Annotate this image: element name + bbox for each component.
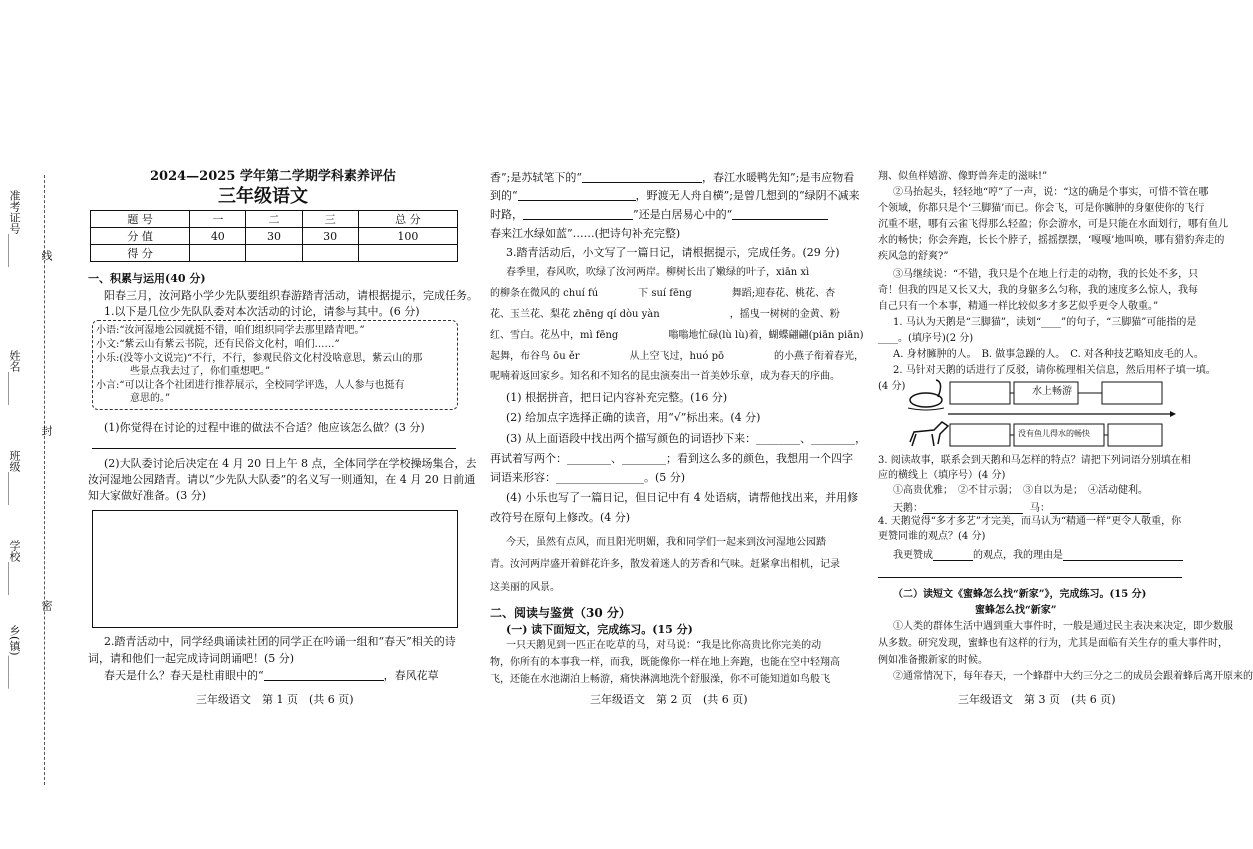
story-line: 水的畅快；你会奔跑，长长个脖子，摇摇摆摆，‘嘎嘎’地叫唤，哪有猎豹奔走的	[878, 235, 1225, 246]
story-line: 疾风急的舒爽?”	[878, 251, 949, 262]
page-footer: 三年级语文 第 3 页 (共 6 页)	[958, 693, 1116, 706]
blank[interactable]	[518, 190, 636, 201]
reading-2-line: 从多数。研究发现，蜜蜂也有这样的行为，尤其是面临有关生存的重大事件时，	[878, 638, 1228, 649]
question-p3-1-options: A. 身材臃肿的人。 B. 做事急躁的人。 C. 对各种技艺略知皮毛的人。	[893, 349, 1204, 360]
binding-line	[44, 175, 45, 785]
dialog-line: 些景点我去过了，你们重想吧。”	[130, 366, 271, 377]
story-line: 翔、似鱼样嬉游、像野兽奔走的滋味!”	[878, 171, 1048, 182]
reading-2-line: ②通常情况下，每年春天，一个蜂群中大约三分之二的成员会跟着蜂后离开原来的	[893, 671, 1253, 682]
poem-line: 春来江水绿如蓝”……(把诗句补充完整)	[490, 227, 681, 240]
poem-line: 时路， ”还是白居易心中的“	[490, 209, 828, 220]
exam-subject: 三年级语文	[218, 186, 308, 207]
story-line: ③马继续说：“不错，我只是个在地上行走的动物，我的长处不多，只	[893, 269, 1199, 280]
question-1-2: 汝河湿地公园踏青。请以“少先队大队委”的名义写一则通知，在 4 月 20 日前通	[88, 473, 476, 486]
question-p3-3: 3. 阅读故事，联系会到天鹅和马怎样的特点？请把下列词语分别填在相	[878, 455, 1191, 466]
poem-line: 香”;是苏轼笔下的“ ，春江水暖鸭先知”;是韦应物看	[490, 171, 855, 184]
story-line: 奇！但我的四足又长又大，我的身躯多么匀称，我的速度多么惊人，我每	[878, 285, 1198, 296]
question-p3-3b: 应的横线上（填序号）(4 分)	[878, 470, 1006, 481]
score-cell-total[interactable]	[358, 245, 457, 262]
task-line: 词语来形容：________________。(5 分)	[490, 471, 686, 484]
task-line: (3) 从上面语段中找出两个描写颜色的词语抄下来：________、________，	[506, 432, 867, 445]
horse-answer: 马：	[1030, 503, 1150, 514]
question-2: 词，请和他们一起完成诗词朗诵吧！(5 分)	[88, 652, 295, 665]
reading-1-line: 飞，还能在水池湖泊上畅游，痛快淋漓地洗个舒服澡，你不可能知道如鸟般飞	[490, 674, 830, 685]
poem-line: 春天是什么？春天是杜甫眼中的“ ，春风花草	[104, 669, 439, 682]
answer-line[interactable]	[878, 577, 1182, 578]
story-line: 个领域，你都只是个‘三脚猫’而已。你会飞，可是你臃肿的身躯使你的飞行	[878, 203, 1205, 214]
question-p3-2: 2. 马针对天鹅的话进行了反驳，请你梳理相关信息，然后用杯子填一填。	[893, 365, 1216, 376]
diary-line: 红、雪白。花丛中，mì fēng 嗡嗡地忙碌(lù lù)着，蝴蝶翩翩(piān piān)	[490, 330, 864, 341]
flow-box-blank[interactable]	[950, 382, 1010, 404]
page-footer: 三年级语文 第 2 页 (共 6 页)	[590, 693, 748, 706]
reading-2-title: （二）读短文《蜜蜂怎么找“新家”》，完成练习。(15 分)	[893, 589, 1147, 600]
arrow-icon	[1170, 411, 1176, 417]
task-line: (4) 小乐也写了一篇日记，但日记中有 4 处语病，请帮他找出来，并用修	[506, 491, 859, 504]
score-row-header: 题 号 一 二 三 总 分	[91, 211, 458, 228]
diary-line: 呢喃着返回家乡。知名和不知名的昆虫演奏出一首美妙乐章，成为春天的序曲。	[490, 371, 840, 382]
page-footer: 三年级语文 第 1 页 (共 6 页)	[196, 693, 354, 706]
field-exam-no: 准考证号______	[8, 190, 21, 267]
question-1-2: (2)大队委讨论后决定在 4 月 20 日上午 8 点，全体同学在学校操场集合，去	[104, 457, 477, 470]
score-cell-2[interactable]	[246, 245, 302, 262]
field-name: 姓名______	[8, 350, 21, 405]
score-cell-1[interactable]	[190, 245, 246, 262]
dialog-line: 小语:“汝河湿地公园就挺不错，咱们组织同学去那里踏青吧。”	[96, 325, 365, 336]
story-line: 自己只有一个本事，精通一样比较似多才多艺似乎更令人敬重。”	[878, 301, 1159, 312]
blank[interactable]	[933, 550, 973, 561]
blank[interactable]	[923, 503, 1023, 514]
reading-1-line: 物，你所有的本事我一样，而我，既能像你一样在地上奔跑，也能在空中轻翔高	[490, 657, 840, 668]
question-p3-2b: (4 分)	[878, 381, 906, 392]
question-p3-1: 1. 马认为天鹅是“三脚猫”，读划“____”的句子，“三脚猫”可能指的是	[893, 317, 1197, 328]
blank[interactable]	[1050, 503, 1150, 514]
score-table	[90, 210, 458, 262]
diary-line: 春季里，春风吹，吹绿了汝河两岸。柳树长出了嫩绿的叶子，xiān xì	[506, 267, 810, 278]
diary-line: 花、玉兰花、梨花 zhēng qí dòu yàn ，摇曳一树树的金黄、粉	[490, 309, 840, 320]
task-line: (2) 给加点字选择正确的读音，用“√”标出来。(4 分)	[506, 411, 761, 424]
diary2-line: 这美丽的风景。	[490, 582, 560, 593]
reading-2-line: 例如准备搬新家的时候。	[878, 655, 988, 666]
blank[interactable]	[582, 172, 702, 183]
field-township: 乡(镇)______	[8, 625, 21, 689]
question-3: 3.踏青活动后，小文写了一篇日记，请根据提示，完成任务。(29 分)	[506, 246, 840, 259]
exam-title: 2024—2025 学年第二学期学科素养评估	[150, 169, 396, 184]
question-p3-1b: ____。(填序号)(2 分)	[878, 333, 974, 344]
diary-line: 的柳条在微风的 chuí fú 下 suí fēng 舞蹈;迎春花、桃花、杏	[490, 288, 836, 299]
flow-label-fish: 没有鱼儿得水的畅快	[1018, 429, 1090, 438]
horse-icon	[910, 422, 948, 446]
story-line: ②马抬起头，轻轻地“哼”了一声，说：“这的确是个事实，可惜不管在哪	[893, 187, 1209, 198]
answer-line[interactable]	[92, 448, 456, 449]
score-row-got: 得 分	[91, 245, 458, 262]
reading-1-line: 一只天鹅见到一匹正在吃草的马，对马说：“我是比你高贵比你完美的动	[506, 640, 822, 651]
poem-line: 到的“ ，野渡无人舟自横”;是曾几想到的“绿阴不减来	[490, 189, 860, 202]
section-2-heading: 二、阅读与鉴赏（30 分）	[490, 606, 631, 620]
seal-feng: 封	[40, 425, 53, 436]
section-1-heading: 一、积累与运用(40 分)	[88, 272, 206, 285]
flow-label-swimming: 水上畅游	[1032, 386, 1072, 397]
diary-line: 起舞，布谷鸟 ōu ěr 从上空飞过，huó pō 的小燕子衔着春光，	[490, 351, 865, 362]
reading-1-title: (一) 读下面短文，完成练习。(15 分)	[506, 623, 693, 636]
dialog-line: 小乐:(没等小文说完)“不行，不行，参观民俗文化村没啥意思，紫云山的那	[96, 353, 423, 364]
field-class: 班级______	[8, 450, 21, 505]
blank[interactable]	[264, 670, 384, 681]
reading-2-name: 蜜蜂怎么找“新家”	[975, 605, 1057, 616]
reading-2-line: ①人类的群体生活中遇到重大事件时，一般是通过民主表决来决定，即少数服	[893, 621, 1233, 632]
opinion-answer: 我更赞成 的观点，我的理由是	[893, 550, 1183, 561]
question-p3-4: 4. 天鹅觉得“多才多艺”才完美，而马认为“精通一样”更令人敬重，你	[878, 516, 1182, 527]
blank[interactable]	[523, 209, 633, 220]
task-line: 改符号在原句上修改。(4 分)	[490, 511, 631, 524]
blank[interactable]	[1063, 550, 1183, 561]
score-row-values: 分 值 40 30 30 100	[91, 228, 458, 245]
question-p3-4b: 更赞同谁的观点？(4 分)	[878, 531, 986, 542]
task-line: (1) 根据拼音，把日记内容补充完整。(16 分)	[506, 391, 728, 404]
flow-box-blank[interactable]	[1102, 382, 1162, 404]
diary2-line: 青。汝河两岸盛开着鲜花许多，散发着迷人的芳香和气味。赶紧拿出相机，记录	[490, 559, 840, 570]
seal-mi: 密	[40, 600, 53, 611]
blank[interactable]	[732, 209, 828, 220]
dialog-line: 意思的。”	[130, 393, 171, 404]
score-cell-3[interactable]	[302, 245, 358, 262]
task-line: 再试着写两个：________、________；看到这么多的颜色，我想用一个四字	[490, 452, 853, 465]
field-school: 学校______	[8, 540, 21, 595]
question-1-1: (1)你觉得在讨论的过程中谁的做法不合适？他应该怎么做？(3 分)	[104, 421, 425, 434]
flow-box-blank[interactable]	[950, 424, 1010, 446]
diary2-line: 今天，虽然有点风，而且阳光明媚，我和同学们一起来到汝河湿地公园踏	[506, 537, 826, 548]
question-2: 2.踏青活动中，同学经典诵读社团的同学正在吟诵一组和“春天”相关的诗	[104, 635, 456, 648]
intro-text: 阳春三月，汝河路小学少先队要组织春游踏青活动，请根据提示，完成任务。	[104, 289, 478, 302]
dialog-line: 小文:“紫云山有紫云书院，还有民俗文化村，咱们……”	[96, 339, 340, 350]
flow-box-blank[interactable]	[1108, 424, 1162, 446]
dialog-line: 小言:“可以让各个社团进行推荐展示，全校同学评选，人人参与也挺有	[96, 380, 405, 391]
swan-icon	[908, 380, 944, 410]
question-1: 1.以下是几位少先队队委对本次活动的讨论，请参与其中。(6 分)	[104, 305, 420, 318]
story-line: 沉重不堪，哪有云雀飞得那么轻盈；你会游水，可是只能在水面划行，哪有鱼儿	[878, 219, 1228, 230]
notice-answer-box[interactable]	[92, 510, 458, 628]
seal-xian: 线	[40, 250, 53, 261]
swan-answer: 天鹅：	[893, 503, 1023, 514]
question-1-2: 知大家做好准备。(3 分)	[88, 489, 207, 502]
question-p3-3-options: ①高贵优雅； ②不甘示弱； ③自以为是； ④活动健利。	[893, 485, 1148, 496]
